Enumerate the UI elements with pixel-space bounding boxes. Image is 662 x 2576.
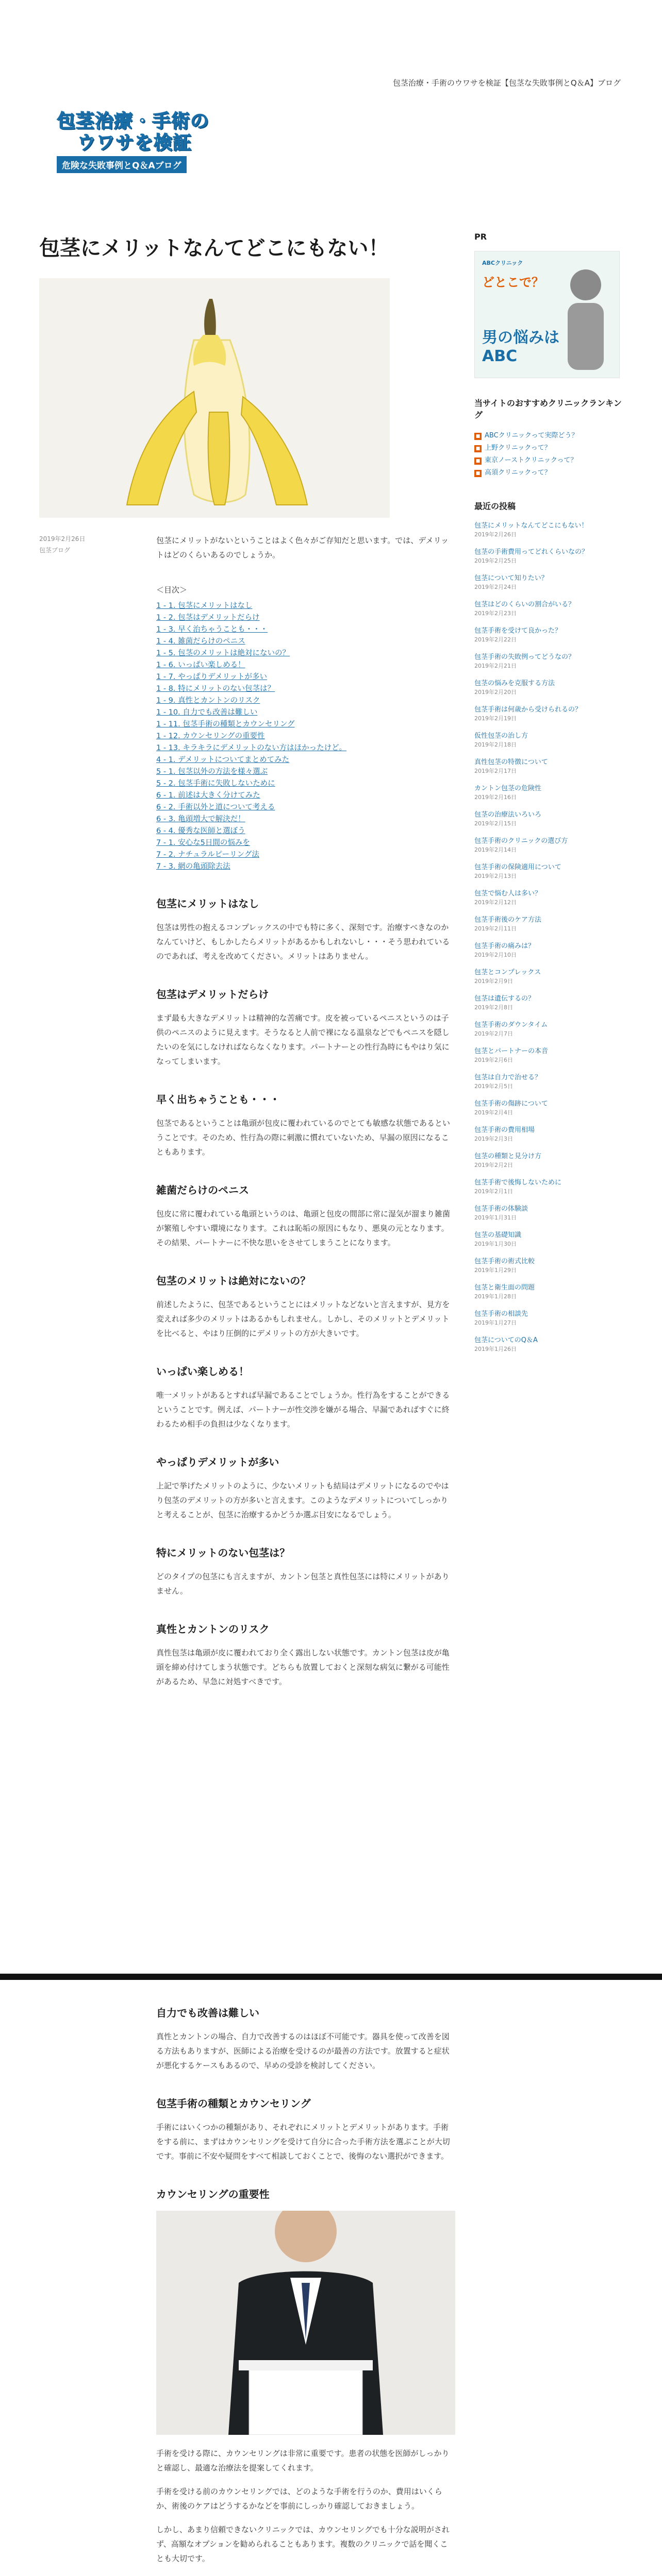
ad-person-figure (557, 262, 614, 370)
rank-badge-icon: ■ (474, 445, 482, 452)
post-intro: 包茎にメリットがないということはよく色々がご存知だと思います。では、デメリットはどのくらいあるのでしょうか。 (156, 536, 449, 560)
paragraph: 手術を受ける前のカウンセリングでは、どのような手術を行うのか、費用はいくらか、術後のケアはどうするかなどを事前にしっかり確認しておきましょう。 (156, 2487, 442, 2511)
section-heading: 包茎のメリットは絶対にないの？ (156, 1275, 311, 1287)
site-header (0, 0, 662, 196)
section-heading: 真性とカントンのリスク (156, 1623, 270, 1635)
doctor-illustration (156, 2211, 455, 2435)
recent-post-link[interactable]: 包茎とパートナーの本音 (474, 1047, 549, 1055)
recent-post-item (474, 600, 629, 618)
toc-title: ＜目次＞ (156, 585, 188, 595)
section-heading: 雑菌だらけのペニス (156, 1184, 249, 1196)
recent-post-date: 2019年2月2日 (474, 1162, 513, 1168)
recent-post-item (474, 731, 629, 749)
section-body: 上記で挙げたメリットのように、少ないメリットも結局はデメリットになるのでやはり包茎のデメリットの方が多いと言えます。このようなデメリットについてしっかりと考えることが、包茎に治療するかどうか選ぶ目安になるでしょう。 (156, 1481, 449, 1519)
recent-post-date: 2019年2月22日 (474, 636, 517, 643)
paragraph: しかし、あまり信頼できないクリニックでは、カウンセリングでも十分な説明がされず、高額なオプションを勧められることもあります。複数のクリニックで話を聞くことも大切です。 (156, 2525, 450, 2563)
toc-link[interactable]: 5 - 2. 包茎手術に失敗しないために (156, 779, 275, 788)
section-body: 包茎であるということは亀頭が包皮に覆われているのでとても敏感な状態であるということです。そのため、性行為の際に刺激に慣れていないため、早漏の原因になることもあります。 (156, 1118, 451, 1157)
site-logo[interactable] (57, 111, 217, 173)
recent-post-link[interactable]: 包茎手術を受けて良かった？ (474, 627, 562, 635)
recent-post-item (474, 626, 629, 644)
recent-post-date: 2019年2月18日 (474, 741, 517, 748)
recent-post-link[interactable]: 包茎の手術費用ってどれくらいなの？ (474, 548, 589, 556)
ranking-item[interactable]: ■ 高須クリニックって？ (474, 467, 629, 479)
toc-link[interactable]: 4 - 1. デメリットについてまとめてみた (156, 756, 290, 764)
ranking-item[interactable]: ■ 東京ノーストクリニックって？ (474, 454, 629, 467)
recent-post-link[interactable]: 包茎は自力で治せる？ (474, 1074, 542, 1081)
pr-heading: PR (474, 232, 487, 242)
rank-badge-icon: ■ (474, 457, 482, 465)
section-heading: 自力でも改善は難しい (156, 2007, 259, 2019)
recent-post-item (474, 1099, 629, 1117)
recent-post-item (474, 547, 629, 565)
recent-post-item (474, 1257, 629, 1275)
recent-post-item (474, 994, 629, 1012)
recent-post-item (474, 1073, 629, 1091)
ad-headline: どとこで？ (482, 275, 544, 290)
post-category[interactable]: 包茎ブログ (39, 547, 71, 554)
recent-post-link[interactable]: 包茎手術後のケア方法 (474, 916, 542, 924)
recent-post-item (474, 941, 629, 959)
post-meta (39, 533, 85, 556)
recent-post-link[interactable]: 包茎手術の保険適用について (474, 863, 561, 871)
section-body: 包皮に常に覆われている亀頭というのは、亀頭と包皮の間部に常に湿気が溜まり雑菌が繁殖しやすい環境になります。これは恥垢の原因にもなり、悪臭の元となります。その結果、パートナーに不快な思いをさせてしまうことになります。 (156, 1209, 451, 1247)
logo-title-line1: 包茎治療・手術の (57, 111, 210, 132)
recent-post-link[interactable]: 包茎について知りたい？ (474, 574, 548, 582)
toc-link[interactable]: 1 - 4. 雑菌だらけのペニス (156, 637, 245, 646)
recent-post-date: 2019年2月19日 (474, 715, 517, 722)
toc-link[interactable]: 1 - 3. 早く治ちゃうことも・・・ (156, 625, 268, 634)
recent-post-item (474, 784, 629, 802)
section-body: 真性包茎は亀頭が皮に覆われており全く露出しない状態です。カントン包茎は皮が亀頭を締め付けてしまう状態です。どちらも放置しておくと深刻な病気に繋がる可能性があるため、早急に対処すべきです。 (156, 1648, 450, 1686)
recent-post-item (474, 521, 629, 539)
recent-post-date: 2019年2月24日 (474, 584, 517, 590)
article-body-continued (156, 2006, 455, 2576)
toc-link[interactable]: 5 - 1. 包茎以外の方法を様々選ぶ (156, 768, 268, 776)
post-date[interactable]: 2019年2月26日 (39, 535, 86, 543)
recent-post-date: 2019年2月23日 (474, 610, 517, 617)
recent-post-date: 2019年2月14日 (474, 846, 517, 853)
recent-post-link[interactable]: 包茎手術の術式比較 (474, 1258, 535, 1265)
recent-post-date: 2019年2月20日 (474, 689, 517, 696)
toc-link[interactable]: 7 - 3. 網の亀頭除去法 (156, 862, 230, 871)
recent-post-item (474, 757, 629, 775)
recent-post-link[interactable]: 包茎についてのQ＆A (474, 1336, 538, 1344)
toc-link[interactable]: 6 - 4. 優秀な医師と選ぼう (156, 827, 245, 835)
recent-post-link[interactable]: 包茎とコンプレックス (474, 969, 541, 976)
recent-post-date: 2019年2月5日 (474, 1083, 513, 1090)
recent-post-item (474, 968, 629, 986)
recent-post-date: 2019年2月11日 (474, 925, 517, 932)
toc-link[interactable]: 1 - 7. やっぱりデメリットが多い (156, 673, 267, 681)
section-heading: カウンセリングの重要性 (156, 2188, 270, 2200)
toc-link[interactable]: 1 - 9. 真性とカントンのリスク (156, 697, 260, 705)
recent-post-link[interactable]: 包茎にメリットなんてどこにもない！ (474, 522, 588, 530)
recent-post-link[interactable]: 包茎手術の費用相場 (474, 1126, 535, 1134)
toc-link[interactable]: 1 - 11. 包茎手術の種類とカウンセリング (156, 720, 295, 728)
rank-badge-icon: ■ (474, 433, 482, 440)
recent-posts-list (474, 521, 629, 1353)
recent-post-item (474, 679, 629, 697)
recent-post-link[interactable]: 包茎手術の体験談 (474, 1205, 528, 1213)
recent-post-date: 2019年1月27日 (474, 1319, 517, 1326)
recent-post-item (474, 889, 629, 907)
toc-link[interactable]: 6 - 1. 前述は大きく分けてみた (156, 791, 260, 800)
recent-post-item (474, 573, 629, 591)
toc-link[interactable]: 1 - 10. 自力でも改善は難しい (156, 708, 258, 717)
toc-link[interactable]: 1 - 2. 包茎はデメリットだらけ (156, 614, 260, 622)
section-heading: 包茎はデメリットだらけ (156, 988, 269, 1001)
recent-post-item (474, 810, 629, 828)
page-bottom-frame (0, 1980, 662, 2576)
recent-post-date: 2019年2月7日 (474, 1030, 513, 1037)
ad-tagline: 男の悩みはABC (482, 329, 559, 365)
recent-post-date: 2019年2月21日 (474, 663, 517, 669)
recent-post-date: 2019年1月30日 (474, 1241, 517, 1247)
recent-post-link[interactable]: 包茎手術の失敗例ってどうなの？ (474, 653, 575, 661)
recent-post-link[interactable]: 包茎手術のクリニックの選び方 (474, 837, 568, 845)
section-heading: 早く出ちゃうことも・・・ (156, 1093, 280, 1106)
recent-post-link[interactable]: 包茎手術で後悔しないために (474, 1179, 562, 1187)
toc-link[interactable]: 6 - 3. 亀頭増大で解決だ！ (156, 815, 245, 823)
toc-link[interactable]: 7 - 1. 安心な5日間の悩みを (156, 839, 250, 847)
recent-post-link[interactable]: 包茎手術のダウンタイム (474, 1021, 548, 1029)
recent-post-date: 2019年2月25日 (474, 557, 517, 564)
recent-post-date: 2019年1月31日 (474, 1214, 517, 1221)
recent-post-item (474, 862, 629, 880)
recent-post-item (474, 1125, 629, 1143)
toc-link[interactable]: 1 - 1. 包茎にメリットはなし (156, 602, 253, 610)
section-body: 手術にはいくつかの種類があり、それぞれにメリットとデメリットがあります。手術をする前に、まずはカウンセリングを受けて自分に合った手術方法を選ぶことが大切です。事前に不安や疑問をすべて相談しておくことで、後悔のない選択ができます。 (156, 2123, 450, 2161)
recent-post-item (474, 1335, 629, 1353)
recent-post-item (474, 1204, 629, 1222)
sidebar (474, 232, 629, 1362)
ranking-item[interactable]: ■ 上野クリニックって？ (474, 442, 629, 454)
article-body (156, 533, 455, 1698)
recent-post-link[interactable]: 包茎の悩みを克服する方法 (474, 680, 555, 687)
recent-post-date: 2019年2月10日 (474, 952, 517, 958)
recent-post-item (474, 1309, 629, 1327)
logo-title-line2: ウワサを検証 (77, 132, 192, 154)
doctor-photo (156, 2211, 455, 2435)
section-heading: 包茎手術の種類とカウンセリング (156, 2097, 311, 2110)
recent-post-link[interactable]: 仮性包茎の治し方 (474, 732, 528, 740)
recent-post-link[interactable]: 包茎の基礎知識 (474, 1231, 522, 1239)
recent-post-link[interactable]: 包茎で悩む人は多い？ (474, 890, 542, 897)
recent-post-link[interactable]: カントン包茎の危険性 (474, 785, 542, 792)
recent-post-date: 2019年2月26日 (474, 531, 517, 538)
rank-badge-icon: ■ (474, 470, 482, 477)
toc-link[interactable]: 7 - 2. ナチュラルピーリング法 (156, 851, 259, 859)
recent-post-date: 2019年2月12日 (474, 899, 517, 906)
toc-link[interactable]: 1 - 5. 包茎のメリットは絶対にないの？ (156, 649, 290, 657)
section-body: 前述したように、包茎であるということにはメリットなどないと言えますが、見方を変えれば多少のメリットはあるかもしれません。しかし、そのメリットとデメリットを比べると、やはり圧倒的にデメリットの方が大きいです。 (156, 1300, 450, 1338)
ranking-heading: 当サイトのおすすめクリニックランキング (474, 398, 622, 420)
recent-post-date: 2019年2月9日 (474, 978, 513, 985)
toc-link[interactable]: 1 - 12. カウンセリングの重要性 (156, 732, 265, 740)
recent-post-link[interactable]: 包茎手術の傷跡について (474, 1100, 548, 1108)
recent-post-item (474, 1046, 629, 1064)
recent-post-link[interactable]: 包茎の治療法いろいろ (474, 811, 542, 819)
section-heading: 特にメリットのない包茎は？ (156, 1547, 290, 1559)
recent-posts-heading: 最近の投稿 (474, 501, 516, 511)
ranking-list (474, 430, 629, 479)
page-break-divider (0, 1974, 662, 1980)
recent-post-item (474, 1178, 629, 1196)
ranking-item[interactable]: ■ ABCクリニックって実際どう？ (474, 430, 629, 442)
section-heading: いっぱい楽しめる！ (156, 1365, 249, 1378)
recent-post-item (474, 915, 629, 933)
recent-post-link[interactable]: 包茎の種類と見分け方 (474, 1153, 542, 1160)
section-body: 包茎は男性の抱えるコンプレックスの中でも特に多く、深刻です。治療すべきなのかなんていけど、もしかしたらメリットがあるかもしれないし・・・そう思われているのであれば、考えを改めてください。メリットはありません。 (156, 923, 450, 961)
logo-subtitle: 危険な失敗事例とQ＆Aブログ (57, 156, 187, 173)
recent-post-link[interactable]: 包茎手術は何歳から受けられるの？ (474, 706, 582, 714)
recent-post-link[interactable]: 包茎は遺伝するの？ (474, 995, 535, 1003)
recent-post-date: 2019年1月26日 (474, 1346, 517, 1352)
section-body: 手術を受ける際に、カウンセリングは非常に重要です。患者の状態を医師がしっかりと確認し、最適な治療法を提案してくれます。 (156, 2449, 450, 2472)
recent-post-item (474, 836, 629, 854)
recent-post-item (474, 1230, 629, 1248)
clinic-ad-banner[interactable] (474, 251, 620, 378)
toc-link[interactable]: 1 - 8. 特にメリットのない包茎は？ (156, 685, 275, 693)
recent-post-date: 2019年2月6日 (474, 1057, 513, 1063)
recent-post-date: 2019年2月4日 (474, 1109, 513, 1116)
site-description: 包茎治療・手術のウワサを検証【包茎な失敗事例とQ＆A】ブログ (392, 78, 621, 88)
recent-post-date: 2019年2月17日 (474, 768, 517, 774)
recent-post-date: 2019年1月29日 (474, 1267, 517, 1274)
recent-post-link[interactable]: 真性包茎の特徴について (474, 758, 548, 766)
toc-link[interactable]: 6 - 2. 手術以外と道について考える (156, 803, 275, 811)
banana-image (39, 278, 390, 518)
recent-post-item (474, 1151, 629, 1170)
post-title: 包茎にメリットなんてどこにもない！ (39, 236, 389, 260)
table-of-contents (156, 600, 455, 873)
recent-post-date: 2019年2月8日 (474, 1004, 513, 1011)
recent-post-link[interactable]: 包茎と衛生面の問題 (474, 1284, 535, 1292)
recent-post-date: 2019年2月15日 (474, 820, 517, 827)
recent-post-link[interactable]: 包茎手術の痛みは？ (474, 942, 535, 950)
recent-post-date: 2019年2月1日 (474, 1188, 513, 1195)
recent-post-date: 2019年2月16日 (474, 794, 517, 801)
recent-post-item (474, 652, 629, 670)
section-heading: 包茎にメリットはなし (156, 897, 259, 910)
section-body: 唯一メリットがあるとすれば早漏であることでしょうか。性行為をすることができるということです。例えば、パートナーが性交渉を嫌がる場合、早漏であればすぐに終わるため相手の負担は少なくなります。 (156, 1391, 450, 1429)
section-body: まず最も大きなデメリットは精神的な苦痛です。皮を被っているペニスというのは子供のペニスのように見えます。そうなると人前で裸になる温泉などでもペニスを隠したいのを気にしなければならなくなります。パートナーとの性行為時にもやはり気になってしまいます。 (156, 1013, 450, 1066)
section-body: 真性とカントンの場合、自力で改善するのはほぼ不可能です。器具を使って改善を図る方法もありますが、医師による治療を受けるのが最善の方法です。放置すると症状が悪化するケースもあるので、早めの受診を検討してください。 (156, 2032, 450, 2070)
section-heading: やっぱりデメリットが多い (156, 1456, 279, 1468)
recent-post-link[interactable]: 包茎手術の相談先 (474, 1310, 528, 1318)
recent-post-date: 2019年2月3日 (474, 1136, 513, 1142)
recent-post-link[interactable]: 包茎はどのくらいの割合がいる？ (474, 601, 575, 608)
recent-post-date: 2019年1月28日 (474, 1293, 517, 1300)
ad-brand: ABCクリニック (482, 260, 523, 266)
recent-post-item (474, 1283, 629, 1301)
section-body: どのタイプの包茎にも言えますが、カントン包茎と真性包茎には特にメリットがありません。 (156, 1572, 450, 1596)
recent-post-item (474, 705, 629, 723)
banana-illustration (39, 278, 390, 518)
recent-post-date: 2019年2月13日 (474, 873, 517, 879)
toc-link[interactable]: 1 - 6. いっぱい楽しめる！ (156, 661, 245, 669)
toc-link[interactable]: 1 - 13. キラキラにデメリットのない方はほかったけど。 (156, 744, 347, 752)
recent-post-item (474, 1020, 629, 1038)
